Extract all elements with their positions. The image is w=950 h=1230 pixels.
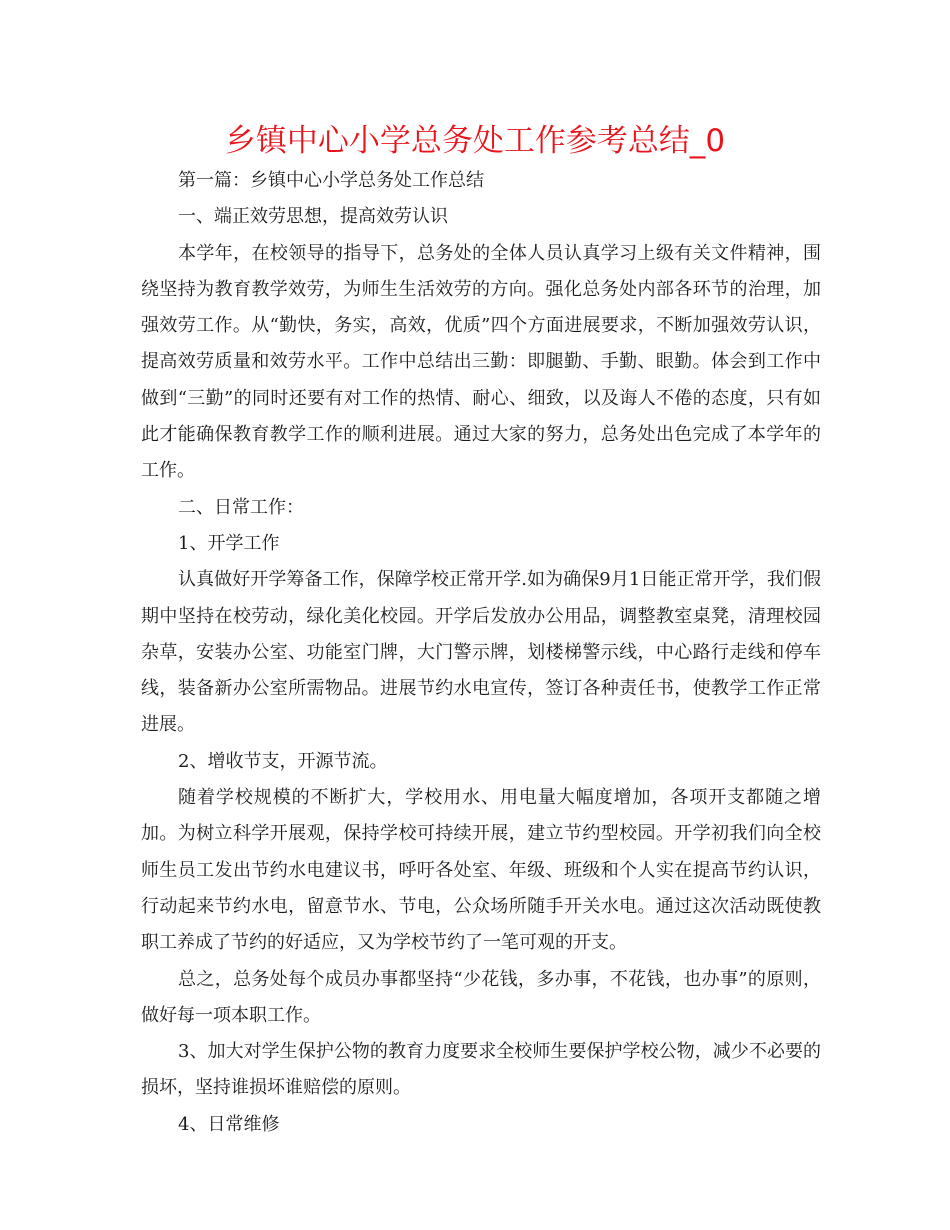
body-paragraph: 随着学校规模的不断扩大，学校用水、用电量大幅度增加，各项开支都随之增加。为树立科学开展观，保持学校可持续开展，建立节约型校园。开学初我们向全校师生员工发出节约水电建议书，呼吁各处室、年级、班级和个人实在提高节约认识，行动起来节约水电，留意节水、节电，公众场所随手开关水电。通过这次活动既使教职工养成了节约的好适应，又为学校节约了一笔可观的开支。 [141, 787, 821, 954]
document-body [141, 163, 821, 1143]
body-paragraph: 认真做好开学筹备工作，保障学校正常开学.如为确保9月1日能正常开学，我们假期中坚持在校劳动，绿化美化校园。开学后发放办公用品，调整教室桌凳，清理校园杂草，安装办公室、功能室门牌，大门警示牌，划楼梯警示线，中心路行走线和停车线，装备新办公室所需物品。进展节约水电宣传，签订各种责任书，使教学工作正常进展。 [141, 569, 821, 736]
section-heading: 一、端正效劳思想，提高效劳认识 [178, 206, 448, 228]
section-heading: 二、日常工作： [178, 496, 304, 518]
body-paragraph: 3、加大对学生保护公物的教育力度要求全校师生要保护学校公物，减少不必要的损坏，坚持谁损坏谁赔偿的原则。 [141, 1041, 821, 1099]
body-paragraph: 总之，总务处每个成员办事都坚持“少花钱，多办事，不花钱，也办事”的原则，做好每一项本职工作。 [141, 968, 821, 1026]
subsection-heading: 4、日常维修 [178, 1113, 280, 1135]
body-paragraph: 本学年，在校领导的指导下，总务处的全体人员认真学习上级有关文件精神，围绕坚持为教育教学效劳，为师生生活效劳的方向。强化总务处内部各环节的治理，加强效劳工作。从“勤快，务实，高效，优质”四个方面进展要求，不断加强效劳认识，提高效劳质量和效劳水平。工作中总结出三勤：即腿勤、手勤、眼勤。体会到工作中做到“三勤”的同时还要有对工作的热情、耐心、细致，以及诲人不倦的态度，只有如此才能确保教育教学工作的顺利进展。通过大家的努力，总务处出色完成了本学年的工作。 [141, 242, 821, 482]
subsection-heading: 2、增收节支，开源节流。 [178, 750, 388, 772]
document-title: 乡镇中心小学总务处工作参考总结_0 [224, 123, 726, 159]
subsection-heading: 1、开学工作 [178, 532, 280, 554]
section-heading: 第一篇：乡镇中心小学总务处工作总结 [178, 170, 484, 191]
